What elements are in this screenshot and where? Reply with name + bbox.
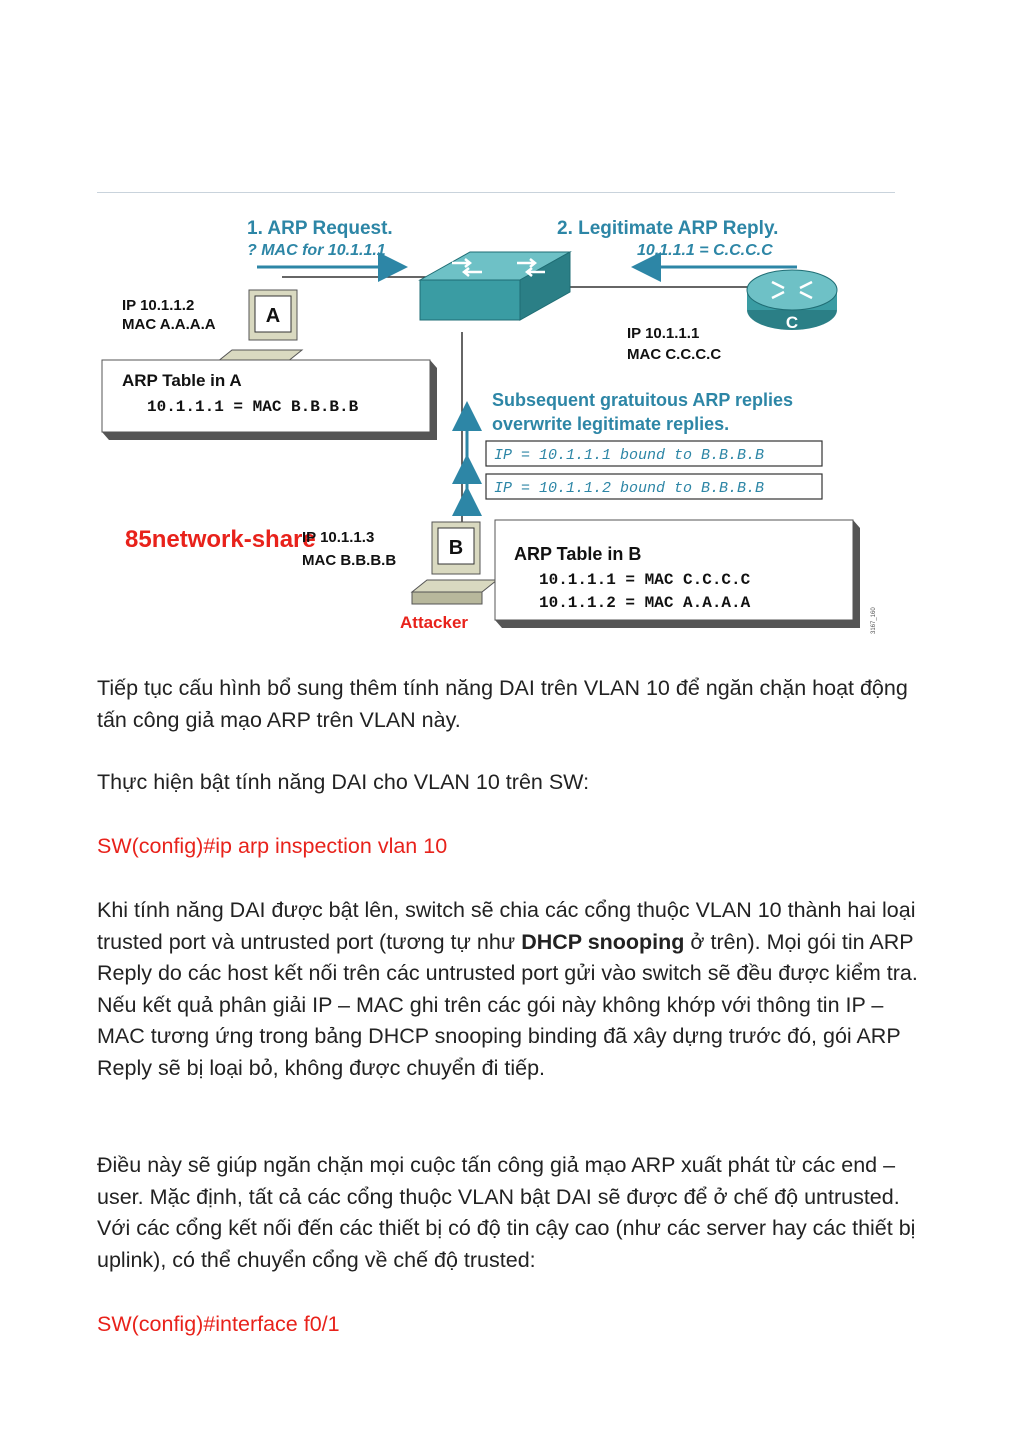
host-a-mac: MAC A.A.A.A [122,316,216,333]
arp-table-b-row-1: 10.1.1.1 = MAC C.C.C.C [539,571,751,589]
host-b-letter: B [448,537,464,559]
arp-table-a [102,360,437,440]
router-c-letter: C [785,313,799,332]
step1-title: 1. ARP Request. [247,218,393,239]
arp-table-b [495,520,860,628]
bound-1-text: IP = 10.1.1.1 bound to B.B.B.B [494,447,765,464]
host-a-ip: IP 10.1.1.2 [122,297,195,314]
paragraph-3-bold: DHCP snooping [521,929,685,954]
command-interface: SW(config)#interface f0/1 [97,1312,340,1336]
switch-icon [420,252,570,320]
arp-table-b-title: ARP Table in B [514,544,642,564]
router-c-icon [747,270,837,332]
step1-sub: ? MAC for 10.1.1.1 [247,242,386,259]
paragraph-2: Thực hiện bật tính năng DAI cho VLAN 10 trên SW: [97,770,590,794]
host-c-mac: MAC C.C.C.C [627,346,722,363]
host-c-ip: IP 10.1.1.1 [627,325,700,342]
bound-box-2 [486,474,822,499]
figure-code: 3167_160 [871,607,877,634]
arp-spoofing-diagram [97,192,903,640]
arp-table-a-title: ARP Table in A [122,371,242,390]
host-a-letter: A [265,305,281,327]
paragraph-3 [97,895,937,1084]
host-b-computer-icon [412,522,497,604]
attacker-label: Attacker [400,613,469,632]
host-b-ip: IP 10.1.1.3 [302,529,375,546]
paragraph-1: Tiếp tục cấu hình bổ sung thêm tính năng DAI trên VLAN 10 để ngăn chặn hoạt động tấn công giả mạo ARP trên VLAN này. [97,676,908,732]
paragraph-4: Điều này sẽ giúp ngăn chặn mọi cuộc tấn công giả mạo ARP xuất phát từ các end – user. Mặc định, tất cả các cổng thuộc VLAN bật DAI sẽ được để ở chế độ untrusted. Với các cổng kết nối đến các thiết bị có độ tin cậy cao (như các server hay các thiết bị uplink), có thể chuyển cổng về chế độ trusted: [97,1153,916,1272]
bound-2-text: IP = 10.1.1.2 bound to B.B.B.B [494,480,765,497]
paragraph-3-part1: Khi tính năng DAI được bật lên, switch sẽ chia các cổng thuộc VLAN 10 thành hai loại trusted port và untrusted port (tương tự như [97,898,916,954]
host-b-mac: MAC B.B.B.B [302,552,397,569]
arp-table-a-row: 10.1.1.1 = MAC B.B.B.B [147,398,359,416]
command-ip-arp-inspection: SW(config)#ip arp inspection vlan 10 [97,834,448,858]
step2-title: 2. Legitimate ARP Reply. [557,218,779,239]
gratuitous-line2: overwrite legitimate replies. [492,414,730,434]
gratuitous-line1: Subsequent gratuitous ARP replies [492,390,794,410]
bound-box-1 [486,441,822,466]
watermark-85network-share: 85network-share [125,526,316,553]
paragraph-3-part2: ở trên). Mọi gói tin ARP Reply do các host kết nối trên các untrusted port gửi vào switch sẽ đều được kiểm tra. Nếu kết quả phân giải IP – MAC ghi trên các gói này không khớp với thông tin IP – MAC tương ứng trong bảng DHCP snooping binding đã xây dựng trước đó, gói ARP Reply sẽ bị loại bỏ, không được chuyển đi tiếp. [97,929,918,1080]
step2-sub: 10.1.1.1 = C.C.C.C [637,242,773,259]
arp-table-b-row-2: 10.1.1.2 = MAC A.A.A.A [539,594,751,612]
